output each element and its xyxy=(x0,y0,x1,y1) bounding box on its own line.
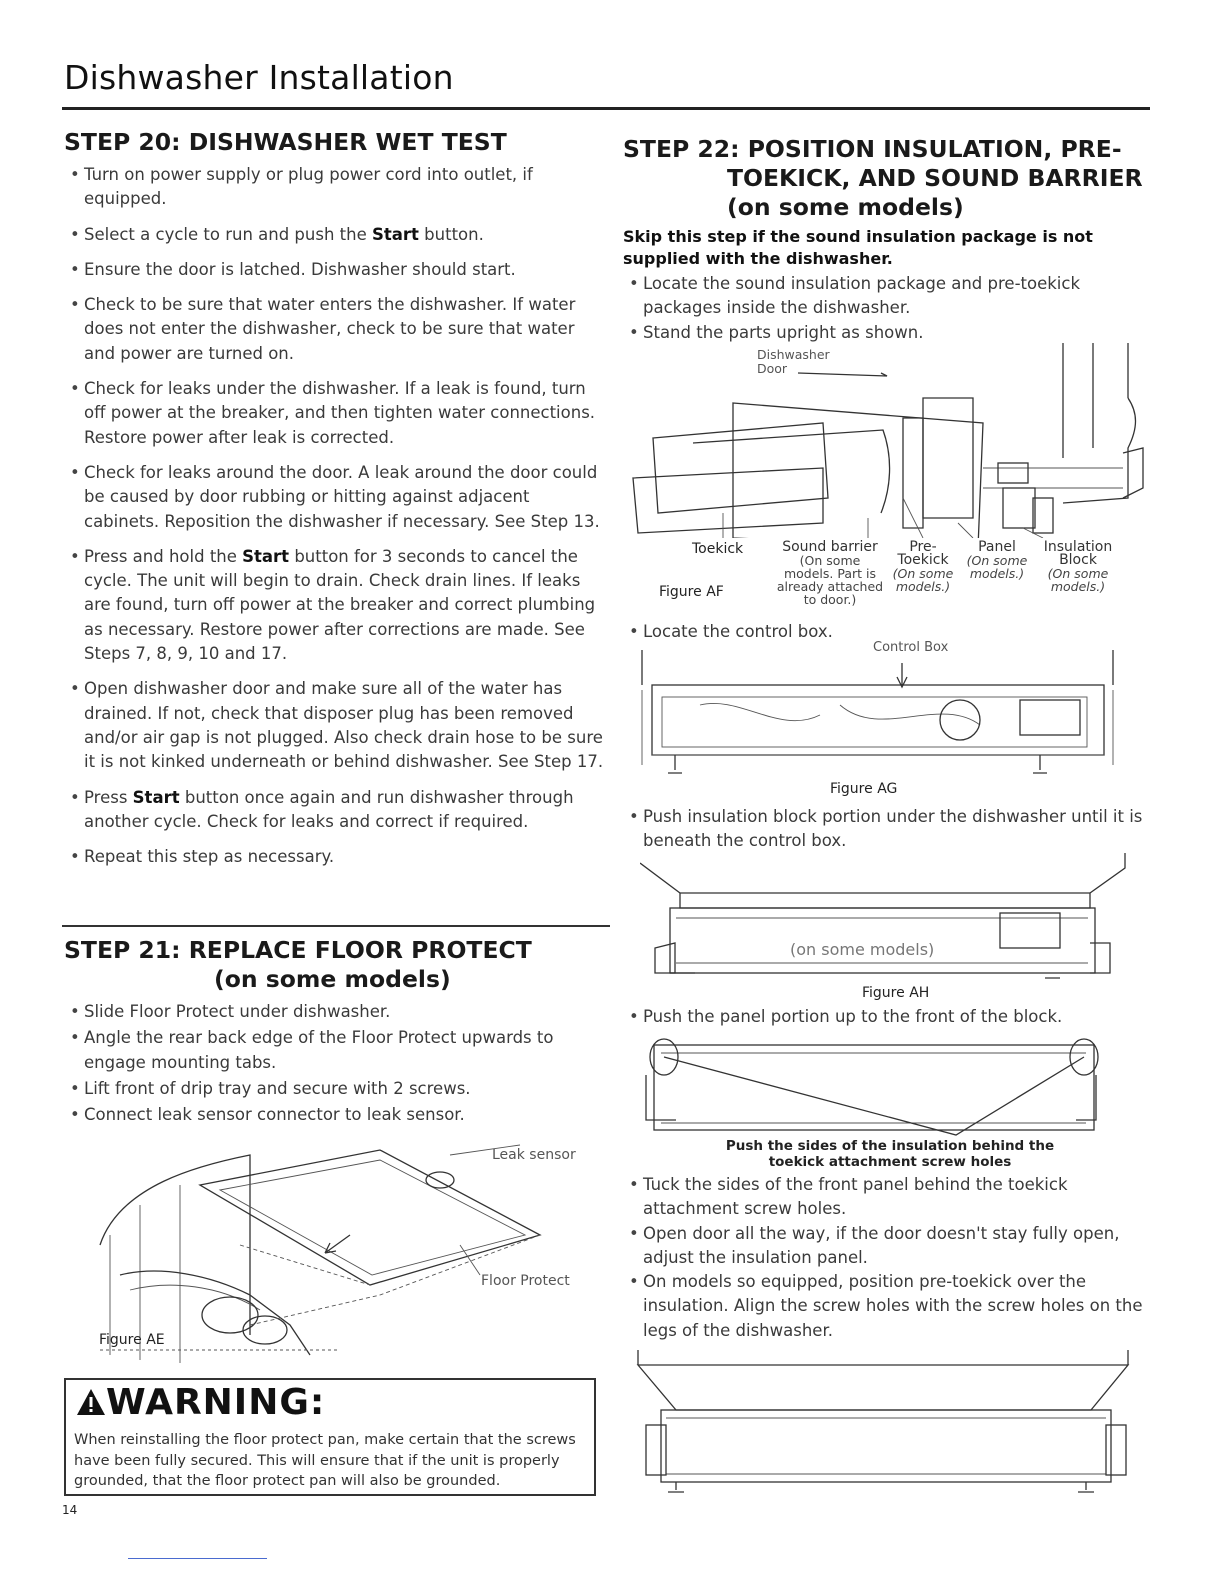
leak-sensor-callout: Leak sensor xyxy=(492,1147,576,1163)
insulation-sides-caption: Push the sides of the insulation behind the toekick attachment screw holes xyxy=(725,1138,1055,1170)
step21-section xyxy=(64,936,604,1129)
fig-af-insulation: Insulation Block (On some models.) xyxy=(1043,539,1113,594)
figure-af-illustration xyxy=(623,338,1153,538)
step20-bullet-3: • Ensure the door is latched. Dishwasher should start. xyxy=(64,258,604,282)
floor-protect-callout: Floor Protect xyxy=(481,1273,570,1289)
step22-bullet-2: • Stand the parts upright as shown. xyxy=(623,321,1158,345)
step20-bullet-1: • Turn on power supply or plug power cord into outlet, if equipped. xyxy=(64,163,604,212)
step20-bullet-8: • Open dishwasher door and make sure all of the water has drained. If not, check that disposer plug has been removed and/or air gap is not plugged. Also check drain hose to be sure it is not kinked underneath or behind dishwasher. See Step 17. xyxy=(64,677,604,774)
warning-text: When reinstalling the floor protect pan, make certain that the screws have been fully secured. This will ensure that if the unit is properly grounded, that the floor protect pan will also be grounded. xyxy=(74,1432,576,1489)
step20-bullet-5: • Check for leaks under the dishwasher. If a leak is found, turn off power at the breaker, and then tighten water connections. Restore power after leak is corrected. xyxy=(64,377,604,450)
step21-bullet-3: • Lift front of drip tray and secure with 2 screws. xyxy=(64,1077,604,1101)
step20-bullet-2: • Select a cycle to run and push the Start button. xyxy=(64,223,604,247)
step22-bullet-3: • Locate the control box. xyxy=(623,620,1178,644)
footer-link-line xyxy=(128,1558,267,1559)
figure-ah-label: Figure AH xyxy=(862,985,930,1001)
step20-heading: STEP 20: DISHWASHER WET TEST xyxy=(64,128,507,156)
step20-bullet-10: • Repeat this step as necessary. xyxy=(64,845,604,869)
step22-bullet-1: • Locate the sound insulation package and pre-toekick packages inside the dishwasher. xyxy=(623,272,1158,321)
step22-bullet-8: • On models so equipped, position pre-toekick over the insulation. Align the screw holes with the screw holes on the legs of the dishwasher. xyxy=(623,1270,1158,1343)
step21-bullet-2: • Angle the rear back edge of the Floor Protect upwards to engage mounting tabs. xyxy=(64,1026,604,1075)
figure-ag-illustration xyxy=(640,645,1120,790)
warning-triangle-icon xyxy=(76,1388,106,1416)
step22-later-bullets xyxy=(623,1173,1158,1343)
step20-bullet-7: • Press and hold the Start button for 3 seconds to cancel the cycle. The unit will begin to drain. Check drain lines. If leaks are found, turn off power at the breaker and correct plumbing as necessary. Restore power after corrections are made. See Steps 7, 8, 9, 10 and 17. xyxy=(64,545,604,666)
page-number: 14 xyxy=(62,1503,78,1517)
step21-bullet-1: • Slide Floor Protect under dishwasher. xyxy=(64,1000,604,1024)
figure-af-label: Figure AF xyxy=(659,584,724,600)
step22-heading-line3: (on some models) xyxy=(727,193,964,221)
figure-ag-label: Figure AG xyxy=(830,781,898,797)
step22-heading xyxy=(623,135,1158,222)
page-title: Dishwasher Installation xyxy=(64,58,454,97)
step22-heading-line1: STEP 22: POSITION INSULATION, PRE- xyxy=(623,135,1122,163)
step22-bullet-6: • Tuck the sides of the front panel behind the toekick attachment screw holes. xyxy=(623,1173,1158,1222)
step21-heading-line1: STEP 21: REPLACE FLOOR PROTECT xyxy=(64,936,532,964)
step22-bullet-5: • Push the panel portion up to the front of the block. xyxy=(623,1005,1178,1029)
title-rule xyxy=(62,107,1150,110)
step22-heading-line2: TOEKICK, AND SOUND BARRIER xyxy=(727,164,1143,192)
figure-ah-illustration xyxy=(640,848,1130,988)
left-column xyxy=(64,128,604,869)
step22-bullet-7: • Open door all the way, if the door doesn't stay fully open, adjust the insulation panel. xyxy=(623,1222,1158,1271)
step20-bullet-6: • Check for leaks around the door. A leak around the door could be caused by door rubbing or hitting against adjacent cabinets. Reposition the dishwasher if necessary. See Step 13. xyxy=(64,461,604,534)
step22-section xyxy=(623,135,1158,345)
fig-af-panel: Panel (On some models.) xyxy=(966,539,1028,581)
warning-box xyxy=(64,1378,596,1496)
fig-ag-control-box-callout: Control Box xyxy=(873,640,949,655)
figure-insulation-sides-illustration xyxy=(636,1035,1106,1140)
figure-ae-label: Figure AE xyxy=(99,1332,165,1348)
step20-bullet-4: • Check to be sure that water enters the dishwasher. If water does not enter the dishwasher, check to be sure that water and power are turned on. xyxy=(64,293,604,366)
fig-af-toekick: Toekick xyxy=(692,541,744,557)
warning-title: WARNING: xyxy=(76,1382,325,1423)
fig-ah-note: (on some models) xyxy=(790,940,935,959)
fig-af-sound-barrier: Sound barrier (On some models. Part is already attached to door.) xyxy=(776,539,884,607)
section-divider xyxy=(62,925,610,927)
step20-bullet-9: • Press Start button once again and run dishwasher through another cycle. Check for leaks and correct if required. xyxy=(64,786,604,835)
fig-af-door-callout: Dishwasher Door xyxy=(757,347,830,376)
step21-heading xyxy=(64,936,604,994)
figure-pretoekick-illustration xyxy=(636,1350,1136,1500)
step22-bullet-4: • Push insulation block portion under the dishwasher until it is beneath the control box. xyxy=(623,805,1178,854)
fig-af-pretoekick: Pre-Toekick (On some models.) xyxy=(892,539,954,594)
step21-heading-line2: (on some models) xyxy=(214,965,451,993)
step21-bullet-4: • Connect leak sensor connector to leak sensor. xyxy=(64,1103,604,1127)
step22-skip-note: Skip this step if the sound insulation package is not supplied with the dishwasher. xyxy=(623,227,1093,268)
